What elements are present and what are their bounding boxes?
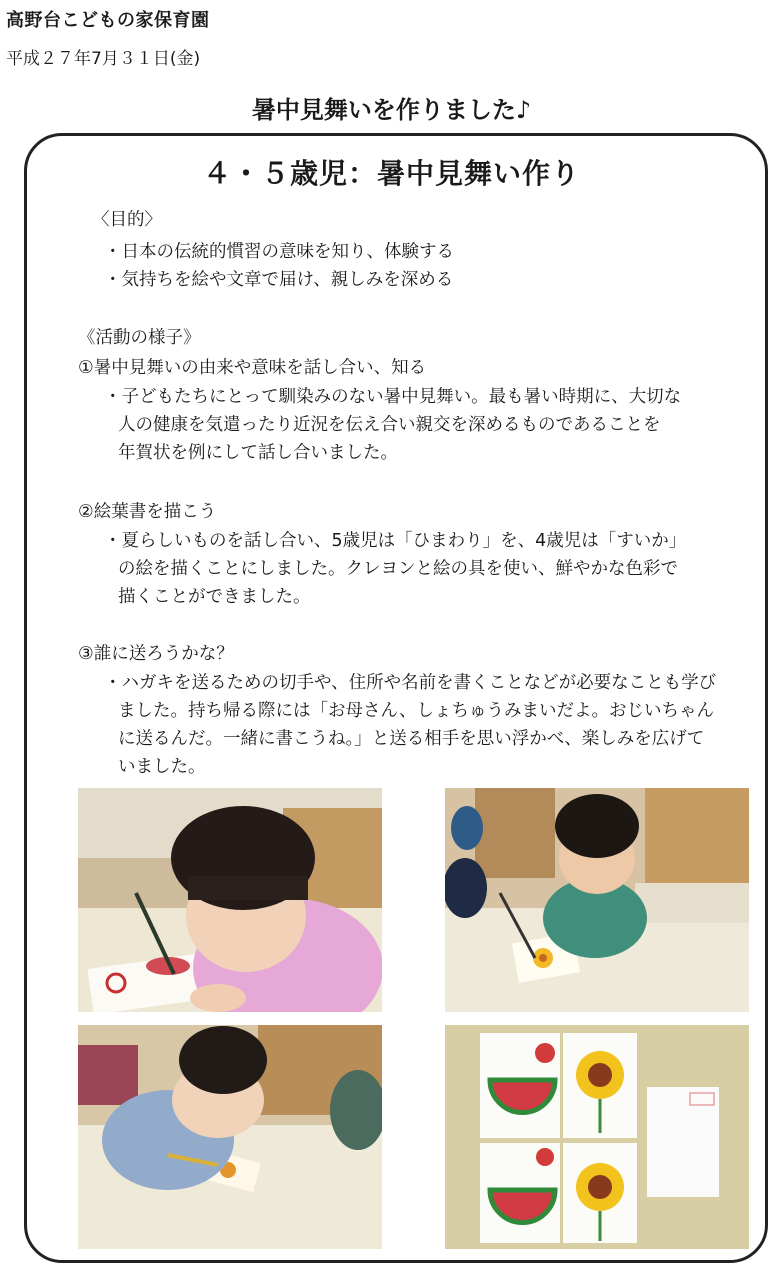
photo-child-blue-drawing <box>78 1025 382 1249</box>
purpose-heading: 〈目的〉 <box>92 210 162 230</box>
section-line: に送るんだ。一緒に書こうね。」と送る相手を思い浮かべ、楽しみを広げて <box>118 729 705 749</box>
section-line: 人の健康を気遣ったり近況を伝え合い親交を深めるものであることを <box>118 415 661 435</box>
section-line: 描くことができました。 <box>118 587 311 607</box>
report-title: ４・５歳児：暑中見舞い作り <box>202 157 580 190</box>
section-line: 年賀状を例にして話し合いました。 <box>118 443 398 463</box>
purpose-item: ・気持ちを絵や文章で届け、親しみを深める <box>104 270 454 290</box>
photo-boy-teal-drawing <box>445 788 749 1012</box>
photo-girl-pink-drawing <box>78 788 382 1012</box>
section-line: いました。 <box>118 757 206 777</box>
section-heading: ①暑中見舞いの由来や意味を話し合い、知る <box>78 358 427 378</box>
activity-heading: 《活動の様子》 <box>78 328 201 348</box>
nursery-name: 高野台こどもの家保育園 <box>6 10 210 31</box>
section-line: ・子どもたちにとって馴染みのない暑中見舞い。最も暑い時期に、大切な <box>104 387 682 407</box>
publish-date: 平成２７年7月３１日(金) <box>6 49 201 69</box>
section-line: ました。持ち帰る際には「お母さん、しょちゅうみまいだよ。おじいちゃん <box>118 701 715 721</box>
section-line: ・ハガキを送るための切手や、住所や名前を書くことなどが必要なことも学び <box>104 673 717 693</box>
purpose-item: ・日本の伝統的慣習の意味を知り、体験する <box>104 242 454 262</box>
section-line: の絵を描くことにしました。クレヨンと絵の具を使い、鮮やかな色彩で <box>118 559 678 579</box>
section-heading: ③誰に送ろうかな？ <box>78 644 234 664</box>
photo-finished-cards <box>445 1025 749 1249</box>
headline: 暑中見舞いを作りました♪ <box>251 96 532 124</box>
section-line: ・夏らしいものを話し合い、5歳児は「ひまわり」を、4歳児は「すいか」 <box>104 531 687 551</box>
section-heading: ②絵葉書を描こう <box>78 502 217 522</box>
